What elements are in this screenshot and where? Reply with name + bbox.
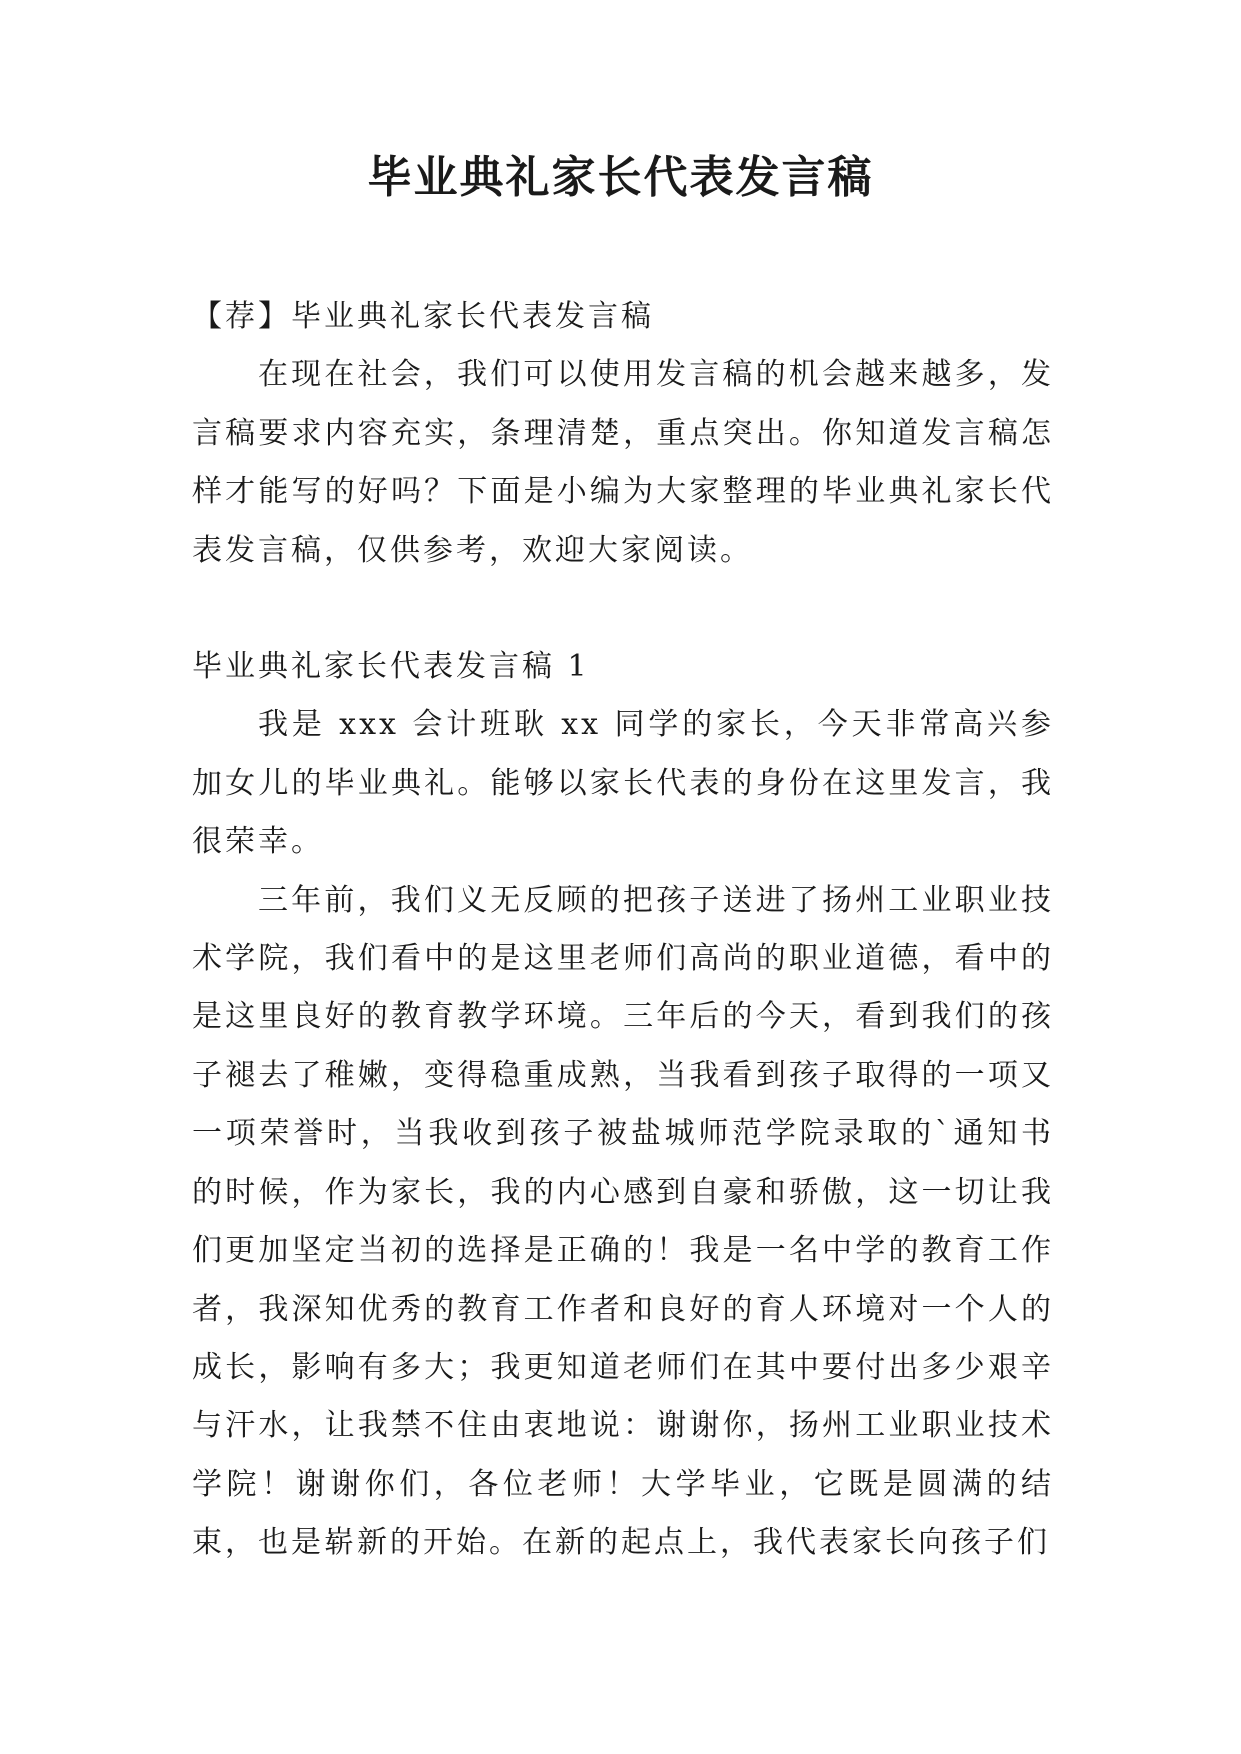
recommend-line: 【荐】毕业典礼家长代表发言稿 (192, 299, 654, 334)
document-title: 毕业典礼家长代表发言稿 (367, 152, 874, 203)
paragraph-spacer (192, 580, 1054, 638)
document-body (192, 288, 1054, 1573)
intro-paragraph: 在现在社会，我们可以使用发言稿的机会越来越多，发言稿要求内容充实，条理清楚，重点突出。你知道发言稿怎样才能写的好吗？下面是小编为大家整理的毕业典礼家长代表发言稿，仅供参考，欢迎大家阅读。 (192, 357, 1054, 568)
body-paragraph-2: 三年前，我们义无反顾的把孩子送进了扬州工业职业技术学院，我们看中的是这里老师们高尚的职业道德，看中的是这里良好的教育教学环境。三年后的今天，看到我们的孩子褪去了稚嫩，变得稳重成熟，当我看到孩子取得的一项又一项荣誉时，当我收到孩子被盐城师范学院录取的`通知书的时候，作为家长，我的内心感到自豪和骄傲，这一切让我们更加坚定当初的选择是正确的！我是一名中学的教育工作者，我深知优秀的教育工作者和良好的育人环境对一个人的成长，影响有多大；我更知道老师们在其中要付出多少艰辛与汗水，让我禁不住由衷地说：谢谢你，扬州工业职业技术学院！谢谢你们，各位老师！大学毕业，它既是圆满的结束，也是崭新的开始。在新的起点上，我代表家长向孩子们 (192, 882, 1054, 1561)
body-paragraph-1: 我是 xxx 会计班耿 xx 同学的家长，今天非常高兴参加女儿的毕业典礼。能够以家长代表的身份在这里发言，我很荣幸。 (192, 707, 1054, 860)
section-heading: 毕业典礼家长代表发言稿 1 (192, 649, 590, 685)
